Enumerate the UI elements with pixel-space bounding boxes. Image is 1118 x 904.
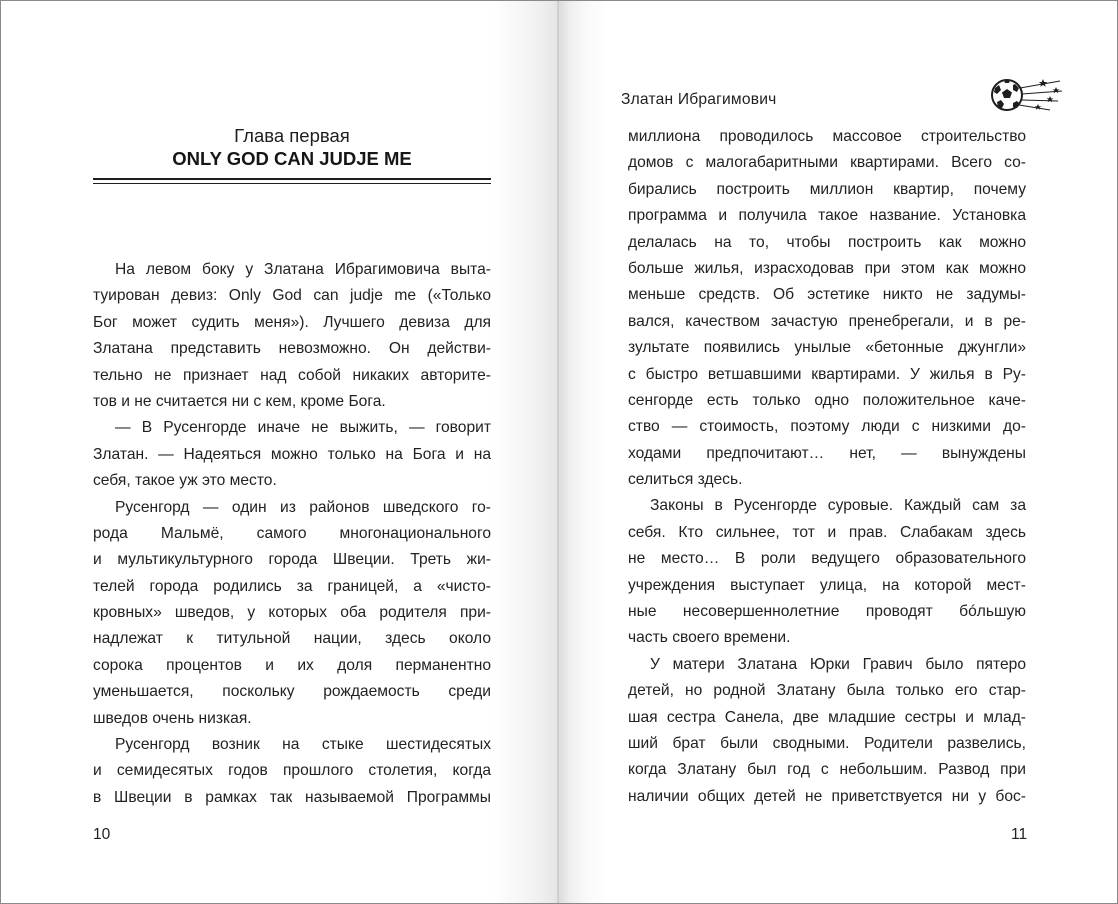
- text-line: и мультикультурного города Швеции. Треть жи-: [93, 551, 491, 569]
- text-line: Златан. — Надеяться можно только на Бога и на: [93, 445, 491, 463]
- chapter-rule-thin: [93, 183, 491, 184]
- chapter-label: Глава первая: [234, 125, 350, 146]
- text-line: Законы в Русенгорде суровые. Каждый сам за: [650, 497, 1026, 515]
- text-line: надлежат к титульной нации, здесь около: [93, 630, 491, 648]
- text-line: шведов очень низкая.: [93, 709, 252, 727]
- text-line: уменьшается, поскольку рождаемость среди: [93, 683, 491, 701]
- text-line: кровных» шведов, у которых оба родителя при-: [93, 604, 491, 622]
- text-line: сорока процентов и их доля перманентно: [93, 656, 491, 674]
- text-line: и семидесятых годов прошлого столетия, когда: [93, 762, 491, 780]
- text-line: — В Русенгорде иначе не выжить, — говорит: [115, 419, 491, 437]
- text-line: селиться здесь.: [628, 471, 743, 489]
- text-line: часть своего времени.: [628, 629, 791, 647]
- text-line: когда Златану был год с небольшим. Развод при: [628, 761, 1026, 779]
- text-line: себя. Кто сильнее, тот и прав. Слабакам здесь: [628, 523, 1026, 541]
- text-line: учреждения выступает улица, на которой мест-: [628, 576, 1026, 594]
- text-line: миллиона проводилось массовое строительство: [628, 128, 1026, 145]
- text-line: ходами предпочитают… нет, — вынуждены: [628, 444, 1026, 462]
- text-line: детей, но родной Златану была только его стар-: [628, 682, 1026, 700]
- text-line: больше жилья, израсходовав при этом как можно: [628, 259, 1026, 277]
- text-line: не место… В роли ведущего образовательного: [628, 550, 1026, 568]
- text-line: тельно не признает над собой никаких авторите-: [93, 366, 491, 384]
- text-line: ший брат были сводными. Родители развелись,: [628, 734, 1026, 752]
- text-line: бирались построить миллион квартир, почему: [628, 180, 1026, 198]
- text-line: вался, качеством зачастую пренебрегали, и в ре-: [628, 312, 1026, 330]
- text-line: телей города родились за границей, а «чисто-: [93, 577, 491, 595]
- text-line: зультате появились унылые «бетонные джунгли»: [628, 339, 1026, 357]
- left-page: [1, 1, 559, 903]
- text-line: рода Мальмё, самого многонационального: [93, 524, 491, 542]
- chapter-rule-thick: [93, 178, 491, 180]
- text-line: меньше средств. Об эстетике никто не задумы-: [628, 286, 1026, 304]
- text-line: делалась на то, чтобы построить как можно: [628, 233, 1026, 251]
- text-line: шая сестра Санела, две младшие сестры и млад-: [628, 708, 1026, 726]
- text-line: сенгорде есть только одно положительное каче-: [628, 391, 1026, 409]
- text-line: ные несовершеннолетние проводят бóльшую: [628, 603, 1026, 621]
- text-line: домов с малогабаритными квартирами. Всего со-: [628, 154, 1026, 172]
- text-line: наличии общих детей не приветствуется ни у бос-: [628, 787, 1026, 805]
- soccer-ball-icon: [986, 73, 1066, 117]
- text-line: Златана представить невозможно. Он действи-: [93, 340, 491, 358]
- text-line: У матери Златана Юрки Гравич было пятеро: [650, 655, 1026, 673]
- chapter-title: ONLY GOD CAN JUDJE ME: [172, 148, 412, 169]
- text-line: тов и не считается ни с кем, кроме Бога.: [93, 392, 386, 410]
- running-head: Златан Ибрагимович: [621, 91, 777, 108]
- text-line: в Швеции в рамках так называемой Программы: [93, 788, 491, 806]
- page-number-right: 11: [1011, 826, 1028, 843]
- text-line: программа и получила такое название. Установка: [628, 207, 1026, 225]
- right-body-text: [628, 124, 1026, 810]
- text-line: Русенгорд возник на стыке шестидесятых: [115, 736, 491, 754]
- text-line: Русенгорд — один из районов шведского го-: [115, 498, 491, 516]
- text-line: себя, такое уж это место.: [93, 472, 277, 490]
- left-body-text: [93, 257, 491, 811]
- text-line: Бог может судить меня»). Лучшего девиза для: [93, 313, 491, 331]
- page-number-left: 10: [93, 826, 111, 843]
- text-line: с быстро ветшавшими квартирами. У жилья в Ру-: [628, 365, 1026, 383]
- text-line: туирован девиз: Only God can judje me («Только: [93, 287, 491, 305]
- text-line: На левом боку у Златана Ибрагимовича выта-: [115, 261, 491, 278]
- text-line: ство — стоимость, поэтому люди с низкими до-: [628, 418, 1026, 436]
